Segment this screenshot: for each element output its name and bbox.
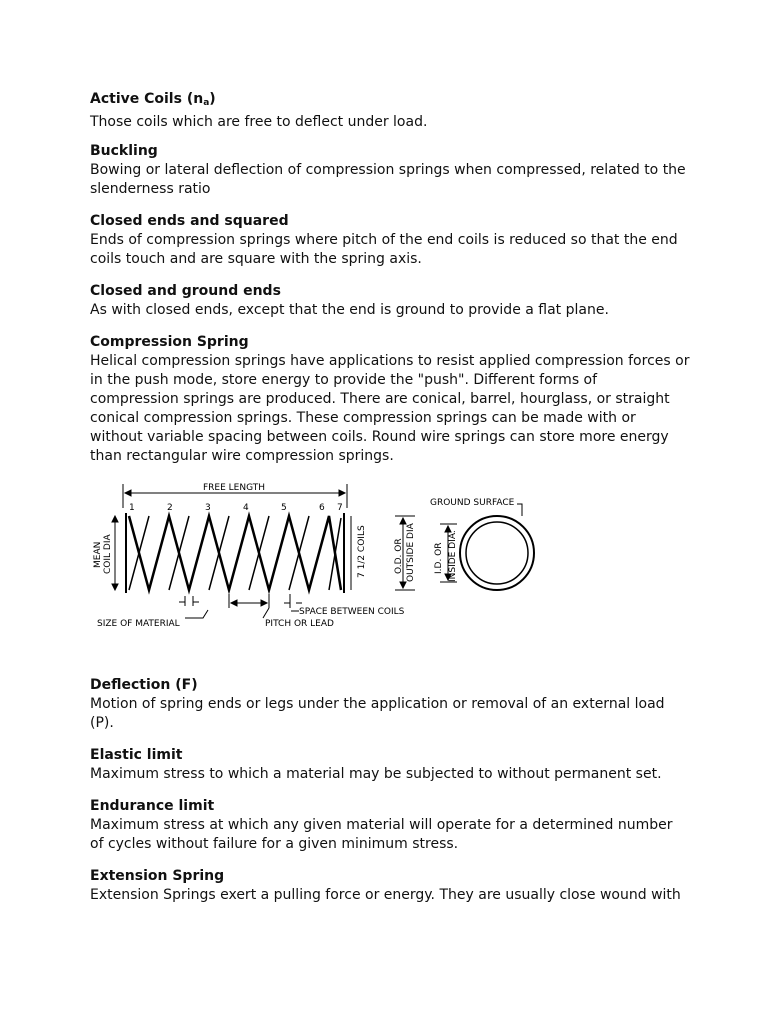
term-definition: Motion of spring ends or legs under the application or removal of an external load (P). bbox=[90, 696, 665, 731]
term-title: Active Coils $(n_a)$ bbox=[90, 91, 216, 108]
od-label: O.D. OR bbox=[394, 538, 404, 574]
coil-number: 3 bbox=[205, 503, 211, 513]
term-closed-ends-squared bbox=[90, 212, 690, 269]
coil-dia-label: COIL DIA bbox=[103, 534, 113, 574]
size-of-material-label: SIZE OF MATERIAL bbox=[97, 619, 180, 629]
free-length-label: FREE LENGTH bbox=[203, 483, 266, 493]
term-title: Closed and ground ends bbox=[90, 283, 281, 299]
term-definition: Ends of compression springs where pitch of the end coils is reduced so that the end coils touch and are square with the spring axis. bbox=[90, 232, 678, 267]
term-title: Extension Spring bbox=[90, 868, 225, 884]
term-title: Deflection (F) bbox=[90, 677, 198, 693]
term-definition: Bowing or lateral deflection of compression springs when compressed, related to the slenderness ratio bbox=[90, 162, 686, 197]
term-elastic-limit bbox=[90, 746, 690, 784]
coils-count-label: 7 1/2 COILS bbox=[357, 525, 367, 578]
term-endurance-limit bbox=[90, 797, 690, 854]
term-compression-spring bbox=[90, 333, 690, 466]
term-buckling bbox=[90, 142, 690, 199]
term-title: Closed ends and squared bbox=[90, 213, 289, 229]
term-definition: Those coils which are free to deflect under load. bbox=[90, 114, 428, 130]
coil-number: 6 bbox=[319, 503, 325, 513]
pitch-label: PITCH OR LEAD bbox=[265, 619, 334, 629]
term-definition: As with closed ends, except that the end is ground to provide a flat plane. bbox=[90, 302, 609, 318]
term-title: Compression Spring bbox=[90, 334, 249, 350]
term-definition: Maximum stress at which any given material will operate for a determined number of cycles without failure for a given minimum stress. bbox=[90, 817, 673, 852]
space-between-coils-label: SPACE BETWEEN COILS bbox=[299, 607, 405, 617]
term-title: Buckling bbox=[90, 143, 158, 159]
term-extension-spring bbox=[90, 867, 690, 905]
coil-number: 5 bbox=[281, 503, 287, 513]
term-closed-ground-ends bbox=[90, 282, 690, 320]
mean-label: MEAN bbox=[93, 541, 103, 568]
ground-surface-label: GROUND SURFACE bbox=[430, 498, 515, 508]
term-definition: Helical compression springs have applications to resist applied compression forces or in the push mode, store energy to provide the "push". Different forms of compression springs are produced. There are conical, barrel, hourglass, or straight conical compression springs. These compression springs can be made with or without variable spacing between coils. Round wire springs can store more energy than rectangular wire compression springs. bbox=[90, 353, 690, 464]
term-title: Endurance limit bbox=[90, 798, 215, 814]
coil-number: 2 bbox=[167, 503, 173, 513]
term-title: Elastic limit bbox=[90, 747, 183, 763]
coil-number: 4 bbox=[243, 503, 249, 513]
term-active-coils bbox=[90, 90, 690, 132]
id-label: I.D. OR bbox=[434, 542, 444, 574]
coil-number: 1 bbox=[129, 503, 135, 513]
coil-number: 7 bbox=[337, 503, 343, 513]
inside-dia-label: INSIDE DIA. bbox=[448, 530, 458, 582]
compression-spring-diagram bbox=[85, 478, 545, 638]
term-definition: Maximum stress to which a material may be subjected to without permanent set. bbox=[90, 766, 662, 782]
term-definition: Extension Springs exert a pulling force or energy. They are usually close wound with bbox=[90, 887, 681, 903]
term-deflection bbox=[90, 676, 690, 733]
outside-dia-label: OUTSIDE DIA bbox=[406, 523, 416, 582]
